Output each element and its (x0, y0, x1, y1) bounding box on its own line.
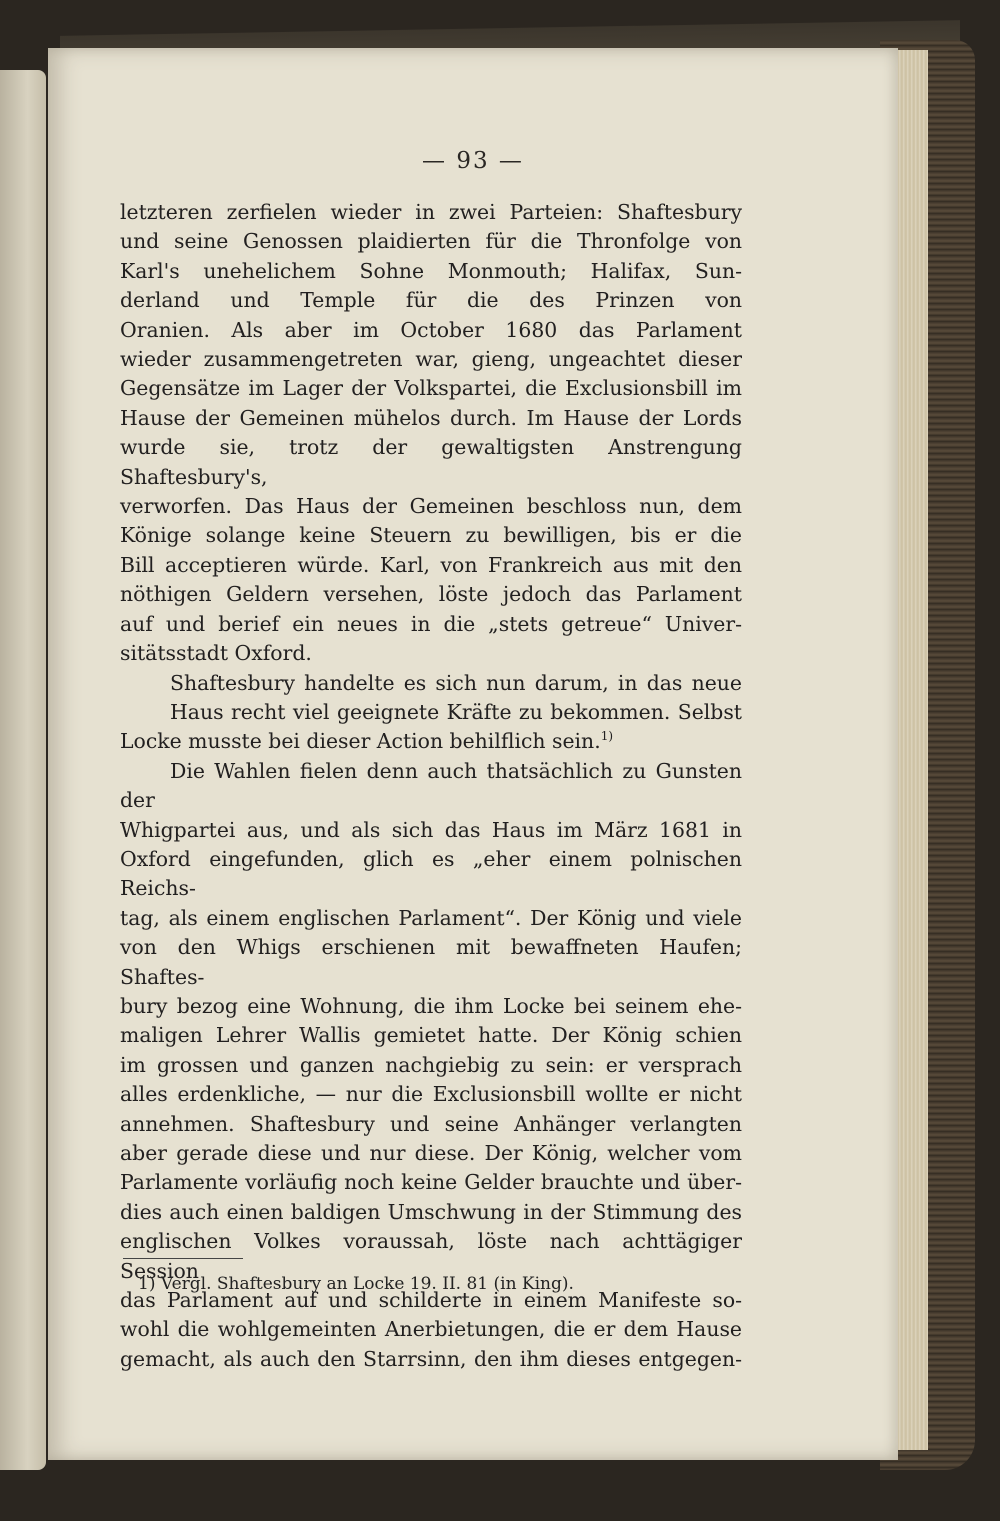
text-line: alles erdenkliche, — nur die Exclusionsbill wollte er nicht (120, 1082, 742, 1107)
text-line: maligen Lehrer Wallis gemietet hatte. Der König schien (120, 1023, 742, 1048)
footnote-marker: 1) (600, 729, 614, 744)
footnote: 1) Vergl. Shaftesbury an Locke 19. II. 81 (in King). (138, 1274, 574, 1294)
text-line: englischen Volkes voraussah, löste nach achttägiger Session (120, 1229, 742, 1283)
text-line: wurde sie, trotz der gewaltigsten Anstrengung Shaftesbury's, (120, 435, 742, 489)
text-line: wohl die wohlgemeinten Anerbietungen, die er dem Hause (120, 1317, 742, 1342)
text-line: annehmen. Shaftesbury und seine Anhänger verlangten (120, 1111, 742, 1136)
book-page (48, 48, 898, 1460)
text-line: derland und Temple für die des Prinzen von (120, 288, 742, 313)
text-line: dies auch einen baldigen Umschwung in der Stimmung des (120, 1199, 742, 1224)
text-line: sitätsstadt Oxford. (120, 641, 312, 666)
left-page-edge (0, 70, 46, 1470)
text-line: Oranien. Als aber im October 1680 das Parlament (120, 317, 742, 342)
text-line: Shaftesbury handelte es sich nun darum, in das neue (170, 670, 742, 695)
text-line: Die Wahlen fielen denn auch thatsächlich zu Gunsten der (120, 758, 742, 813)
paragraph-1 (120, 198, 742, 669)
body-text (120, 198, 742, 1374)
text-line: Parlamente vorläufig noch keine Gelder brauchte und über- (120, 1170, 742, 1195)
text-line: das Parlament auf und schilderte in einem Manifeste so- (120, 1288, 742, 1313)
text-line: Whigpartei aus, und als sich das Haus im März 1681 in (120, 817, 742, 842)
text-line: tag, als einem englischen Parlament“. Der König und viele (120, 905, 742, 930)
text-line: Hause der Gemeinen mühelos durch. Im Hause der Lords (120, 405, 742, 430)
paragraph-2 (120, 669, 742, 757)
text-line: Oxford eingefunden, glich es „eher einem polnischen Reichs- (120, 846, 742, 901)
text-line: gemacht, als auch den Starrsinn, den ihm dieses entgegen- (120, 1346, 742, 1371)
text-line: Bill acceptieren würde. Karl, von Frankreich aus mit den (120, 552, 742, 577)
text-line: verworfen. Das Haus der Gemeinen beschloss nun, dem (120, 494, 742, 519)
text-line: Locke musste bei dieser Action behilflich sein. (120, 729, 601, 754)
text-line-with-footnote (120, 727, 742, 756)
text-line: im grossen und ganzen nachgiebig zu sein: er versprach (120, 1052, 742, 1077)
page-number: — 93 — (422, 148, 524, 174)
text-line: nöthigen Geldern versehen, löste jedoch das Parlament (120, 582, 742, 607)
text-line: letzteren zerfielen wieder in zwei Parteien: Shaftesbury (120, 200, 742, 224)
text-line: und seine Genossen plaidierten für die Thronfolge von (120, 229, 742, 254)
text-line: Gegensätze im Lager der Volkspartei, die Exclusionsbill im (120, 376, 742, 401)
text-line: von den Whigs erschienen mit bewaffneten Haufen; Shaftes- (120, 935, 742, 989)
text-line: wieder zusammengetreten war, gieng, ungeachtet dieser (120, 347, 742, 372)
text-line: auf und berief ein neues in die „stets getreue“ Univer- (120, 611, 742, 636)
text-line: Könige solange keine Steuern zu bewilligen, bis er die (120, 523, 742, 548)
text-line: bury bezog eine Wohnung, die ihm Locke bei seinem ehe- (120, 993, 742, 1018)
text-line: aber gerade diese und nur diese. Der König, welcher vom (120, 1141, 742, 1165)
text-line: Haus recht viel geeignete Kräfte zu bekommen. Selbst (170, 699, 742, 724)
text-line: Karl's unehelichem Sohne Monmouth; Halifax, Sun- (120, 258, 742, 283)
footnote-divider (123, 1258, 243, 1259)
